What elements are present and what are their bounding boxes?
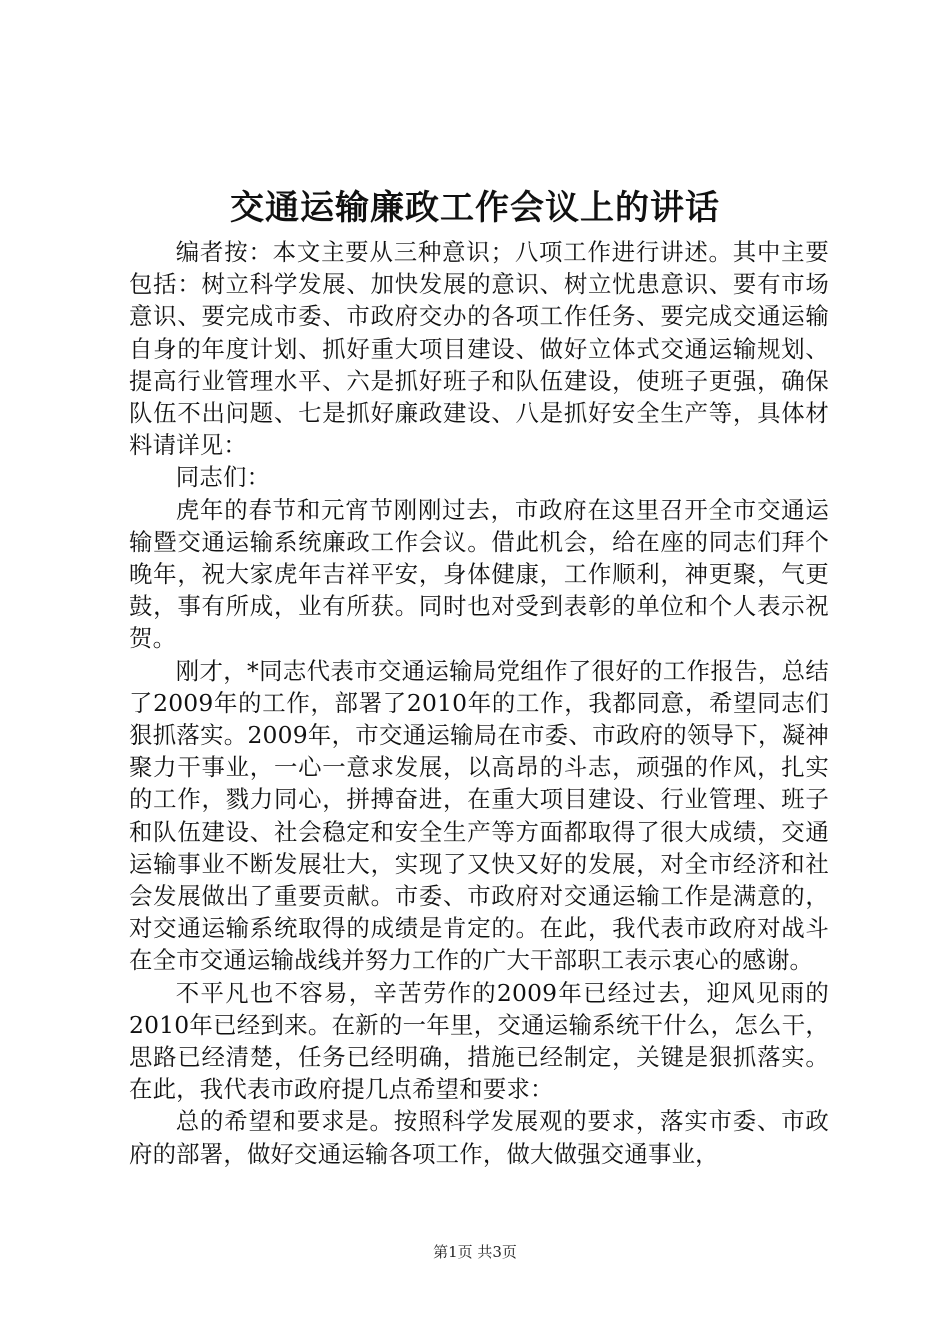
body-paragraph: 不平凡也不容易，辛苦劳作的2009年已经过去，迎风见雨的2010年已经到来。在新的一年里，交通运输系统干什么，怎么干，思路已经清楚，任务已经明确，措施已经制定，关键是狠抓落实。在此，我代表市政府提几点希望和要求： (129, 978, 829, 1104)
body-paragraph: 虎年的春节和元宵节刚刚过去，市政府在这里召开全市交通运输暨交通运输系统廉政工作会议。借此机会，给在座的同志们拜个晚年，祝大家虎年吉祥平安，身体健康，工作顺利，神更聚，气更鼓，事有所成，业有所获。同时也对受到表彰的单位和个人表示祝贺。 (129, 495, 829, 653)
document-body (129, 236, 829, 1170)
editor-note-paragraph: 编者按：本文主要从三种意识；八项工作进行讲述。其中主要包括：树立科学发展、加快发展的意识、树立忧患意识、要有市场意识、要完成市委、市政府交办的各项工作任务、要完成交通运输自身的年度计划、抓好重大项目建设、做好立体式交通运输规划、提高行业管理水平、六是抓好班子和队伍建设，使班子更强，确保队伍不出问题、七是抓好廉政建设、八是抓好安全生产等，具体材料请详见： (129, 238, 829, 460)
salutation-paragraph: 同志们： (175, 463, 271, 492)
page-number-footer: 第1页 共3页 (433, 1243, 517, 1261)
body-paragraph: 刚才，*同志代表市交通运输局党组作了很好的工作报告，总结了2009年的工作，部署了2010年的工作，我都同意，希望同志们狠抓落实。2009年，市交通运输局在市委、市政府的领导下，凝神聚力干事业，一心一意求发展，以高昂的斗志，顽强的作风，扎实的工作，戮力同心，拼搏奋进，在重大项目建设、行业管理、班子和队伍建设、社会稳定和安全生产等方面都取得了很大成绩，交通运输事业不断发展壮大，实现了又快又好的发展，对全市经济和社会发展做出了重要贡献。市委、市政府对交通运输工作是满意的，对交通运输系统取得的成绩是肯定的。在此，我代表市政府对战斗在全市交通运输战线并努力工作的广大干部职工表示衷心的感谢。 (129, 656, 829, 975)
body-paragraph: 总的希望和要求是。按照科学发展观的要求，落实市委、市政府的部署，做好交通运输各项工作，做大做强交通事业， (129, 1107, 829, 1168)
document-title: 交通运输廉政工作会议上的讲话 (230, 188, 720, 228)
